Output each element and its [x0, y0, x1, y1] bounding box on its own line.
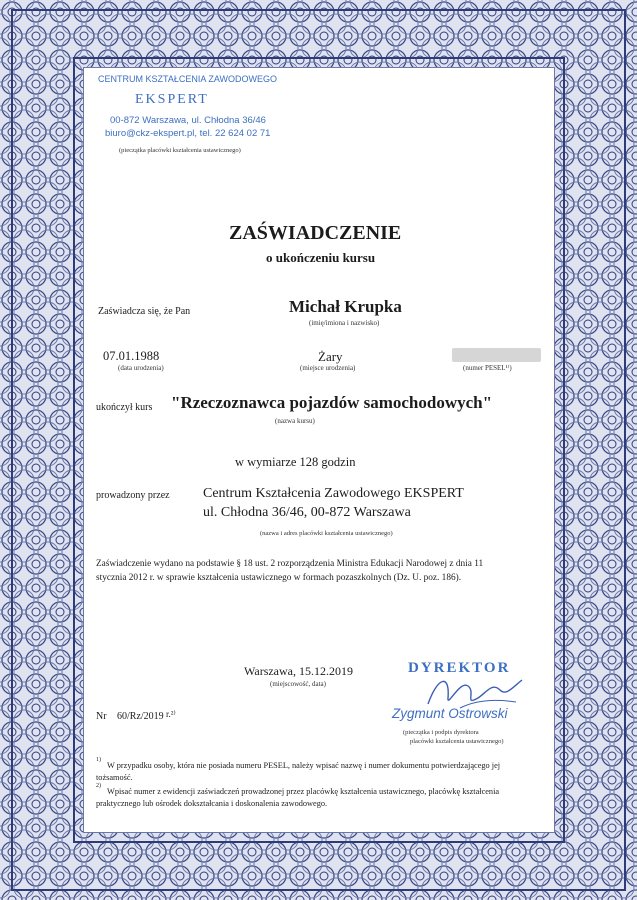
director-name: Zygmunt Ostrowski — [392, 706, 508, 721]
course-name: "Rzeczoznawca pojazdów samochodowych" — [171, 393, 493, 412]
organizer-caption: (nazwa i adres placówki kształcenia ustawicznego) — [260, 530, 393, 537]
certificate-number-label: Nr — [96, 711, 107, 722]
person-name: Michał Krupka — [289, 297, 402, 316]
birth-date-caption: (data urodzenia) — [118, 364, 164, 372]
course-intro: ukończył kurs — [96, 402, 153, 413]
issue-caption: (miejscowość, data) — [270, 680, 326, 688]
certificate-number-suffix: r.²⁾ — [166, 709, 176, 719]
birth-place: Żary — [318, 349, 343, 364]
pesel-caption: (numer PESEL¹⁾) — [463, 364, 512, 372]
stamp-line-4: biuro@ckz-ekspert.pl, tel. 22 624 02 71 — [105, 128, 271, 139]
pesel-redacted — [452, 348, 541, 362]
director-caption-2: placówki kształcenia ustawicznego) — [410, 738, 504, 745]
footnote-2-line-2: praktycznego lub ośrodek dokształcania i doskonalenia zawodowego. — [96, 799, 328, 808]
issue-place-date: Warszawa, 15.12.2019 — [244, 664, 354, 678]
document-title: ZAŚWIADCZENIE — [229, 222, 402, 244]
document-subtitle: o ukończeniu kursu — [266, 250, 376, 265]
certificate-number: 60/Rz/2019 — [117, 711, 164, 722]
stamp-caption: (pieczątka placówki kształcenia ustawicznego) — [119, 147, 241, 154]
stamp-line-1: CENTRUM KSZTAŁCENIA ZAWODOWEGO — [98, 74, 278, 84]
person-intro: Zaświadcza się, że Pan — [98, 306, 191, 317]
birth-date: 07.01.1988 — [103, 349, 160, 363]
director-caption-1: (pieczątka i podpis dyrektora — [403, 729, 479, 736]
birth-place-caption: (miejsce urodzenia) — [300, 364, 356, 372]
organizer-intro: prowadzony przez — [96, 490, 170, 501]
course-hours: w wymiarze 128 godzin — [235, 455, 356, 469]
footnote-1-mark: 1) — [96, 757, 101, 763]
director-title: DYREKTOR — [408, 660, 511, 676]
footnote-2-mark: 2) — [96, 783, 101, 789]
footnote-2-line-1: Wpisać numer z ewidencji zaświadczeń prowadzonej przez placówkę kształcenia ustawicznego, placówkę kształcenia — [107, 787, 500, 796]
stamp-line-2: EKSPERT — [135, 92, 209, 107]
footnote-1-line-1: W przypadku osoby, która nie posiada numeru PESEL, należy wpisać nazwę i numer dokumentu potwierdzającego jej — [107, 761, 501, 770]
stamp-line-3: 00-872 Warszawa, ul. Chłodna 36/46 — [110, 115, 266, 126]
course-name-caption: (nazwa kursu) — [275, 417, 315, 425]
person-name-caption: (imię/imiona i nazwisko) — [309, 319, 380, 327]
legal-basis-line-2: stycznia 2012 r. w sprawie kształcenia ustawicznego w formach pozaszkolnych (Dz. U. poz. 186). — [96, 573, 462, 583]
organizer-line-2: ul. Chłodna 36/46, 00-872 Warszawa — [203, 505, 411, 520]
footnote-1-line-2: tożsamość. — [96, 773, 133, 782]
legal-basis-line-1: Zaświadczenie wydano na podstawie § 18 ust. 2 rozporządzenia Ministra Edukacji Narodowej z dnia 11 — [96, 559, 484, 569]
organizer-line-1: Centrum Kształcenia Zawodowego EKSPERT — [203, 486, 464, 501]
